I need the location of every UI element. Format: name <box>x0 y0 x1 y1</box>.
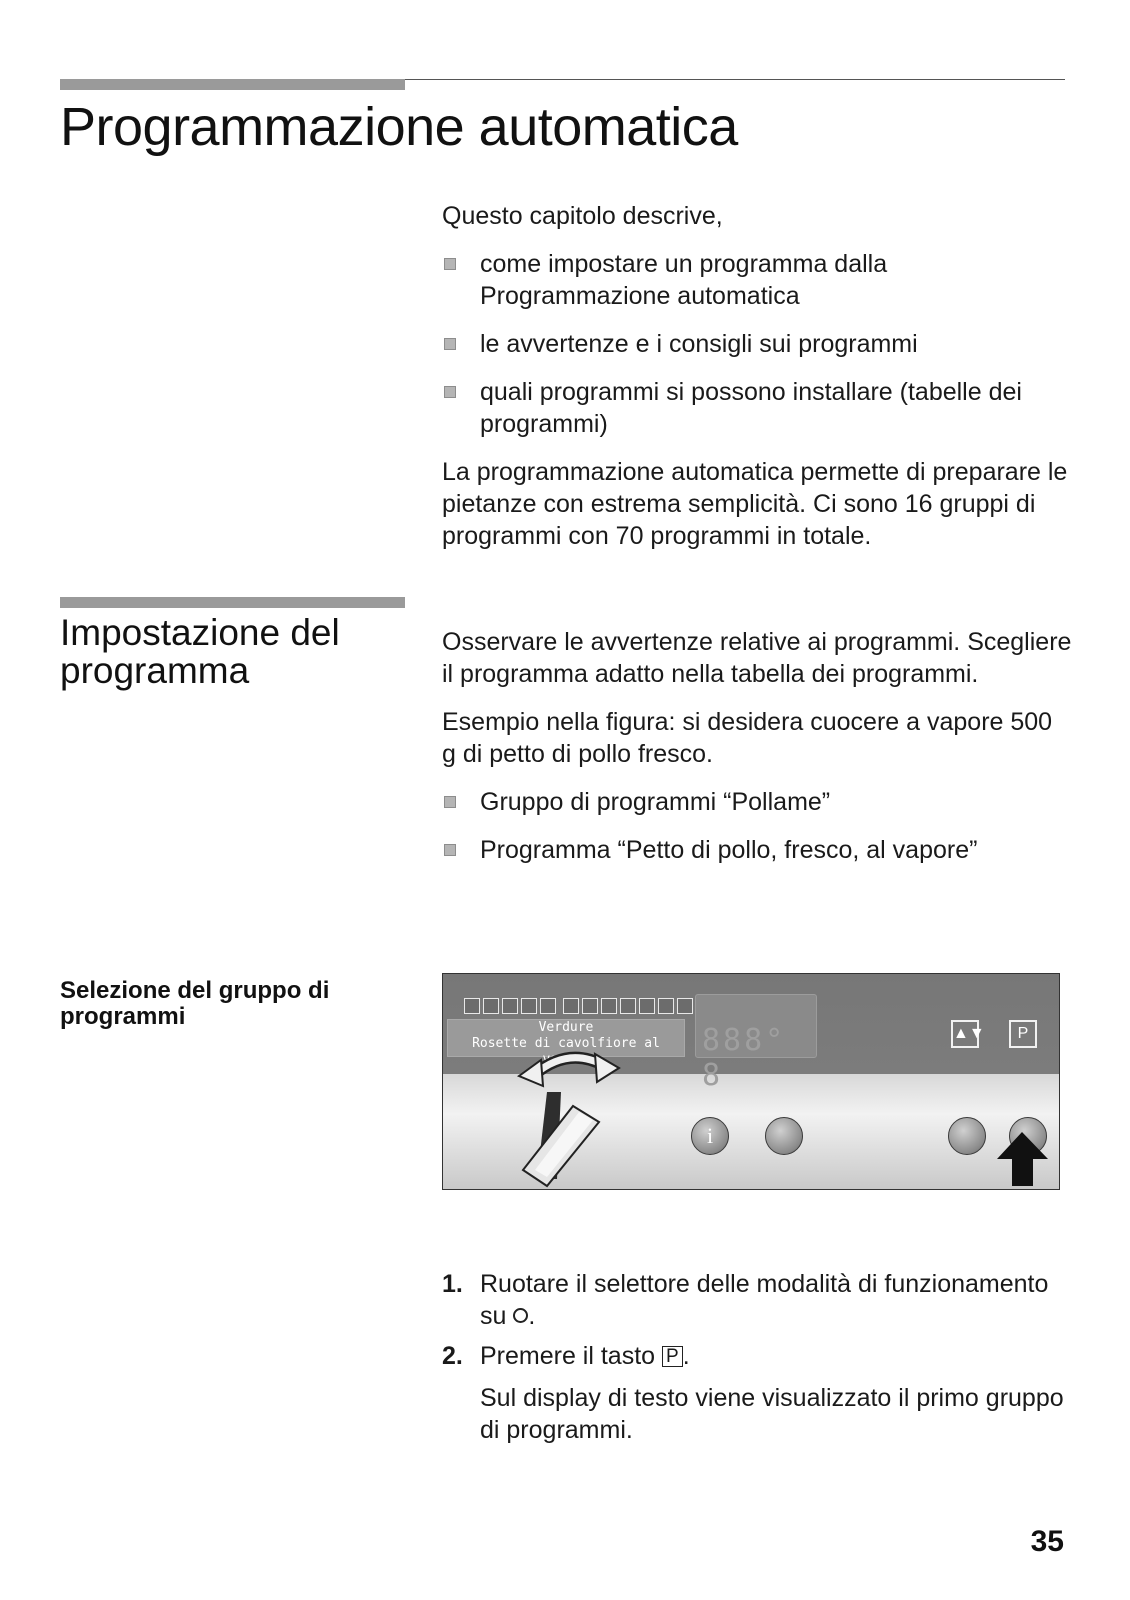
bullet-square-icon <box>444 258 456 270</box>
bullet-text: quali programmi si possono installare (tabelle dei programmi) <box>480 378 1022 438</box>
section-heading: Impostazione del programma <box>60 612 340 691</box>
title-bar-accent <box>60 79 405 90</box>
section-bullet-list <box>442 786 1072 866</box>
bullet-square-icon <box>444 844 456 856</box>
panel-overlay-graphics <box>443 974 1059 1189</box>
page-number: 35 <box>1030 1525 1064 1558</box>
intro-paragraph: La programmazione automatica permette di preparare le pietanze con estrema semplicità. Ci sono 16 gruppi di programmi con 70 programmi in totale. <box>442 458 1068 550</box>
press-arrow-icon <box>997 1132 1048 1186</box>
step-text: Premere il tasto <box>480 1342 656 1370</box>
control-panel-illustration <box>442 973 1060 1190</box>
p-key-symbol: P <box>662 1346 683 1367</box>
display-line-1: Verdure <box>538 1020 594 1035</box>
step-text-end: . <box>682 1342 690 1370</box>
intro-lead: Questo capitolo descrive, <box>442 202 723 230</box>
step-text-end: . <box>528 1302 536 1330</box>
step-number: 2. <box>442 1342 463 1370</box>
bullet-text: come impostare un programma dalla Programmazione automatica <box>480 250 888 310</box>
bullet-square-icon <box>444 386 456 398</box>
step-number: 1. <box>442 1270 463 1298</box>
step-note: Sul display di testo viene visualizzato il primo gruppo di programmi. <box>480 1384 1064 1444</box>
bullet-text: Programma “Petto di pollo, fresco, al vapore” <box>480 836 978 864</box>
section-paragraph-2: Esempio nella figura: si desidera cuocere a vapore 500 g di petto di pollo fresco. <box>442 708 1053 768</box>
intro-block <box>442 200 1072 568</box>
segment-digits: 888° 8 <box>702 1023 787 1093</box>
step-text: Ruotare il selettore delle modalità di funzionamento su <box>480 1270 1049 1330</box>
list-item <box>442 834 1072 866</box>
intro-bullet-list <box>442 248 1072 440</box>
p-key-button[interactable]: P <box>1009 1020 1037 1048</box>
section-block <box>442 626 1072 882</box>
step-item <box>442 1268 1072 1332</box>
info-button[interactable]: i <box>691 1117 729 1155</box>
step-item <box>442 1340 1072 1446</box>
subsection-heading: Selezione del gruppo di programmi <box>60 977 330 1030</box>
list-item <box>442 786 1072 818</box>
list-item <box>442 248 1072 312</box>
list-item <box>442 376 1072 440</box>
program-mode-circle-icon <box>513 1308 528 1323</box>
arrow-key-button[interactable]: ▲▼ <box>951 1020 979 1048</box>
list-item <box>442 328 1072 360</box>
section-bar-accent <box>60 597 405 608</box>
page-title: Programmazione automatica <box>60 97 738 157</box>
steps-list <box>442 1268 1072 1446</box>
bullet-square-icon <box>444 338 456 350</box>
bullet-square-icon <box>444 796 456 808</box>
bullet-text: Gruppo di programmi “Pollame” <box>480 788 831 816</box>
section-paragraph-1: Osservare le avvertenze relative ai programmi. Scegliere il programma adatto nella tabella dei programmi. <box>442 628 1072 688</box>
bullet-text: le avvertenze e i consigli sui programmi <box>480 330 918 358</box>
steps-block <box>442 1268 1072 1454</box>
mode-selector-knob[interactable] <box>523 1092 599 1186</box>
display-line-2: Rosette di cavolfiore al vapore <box>472 1036 660 1067</box>
rotate-arrow-icon <box>519 1054 619 1086</box>
